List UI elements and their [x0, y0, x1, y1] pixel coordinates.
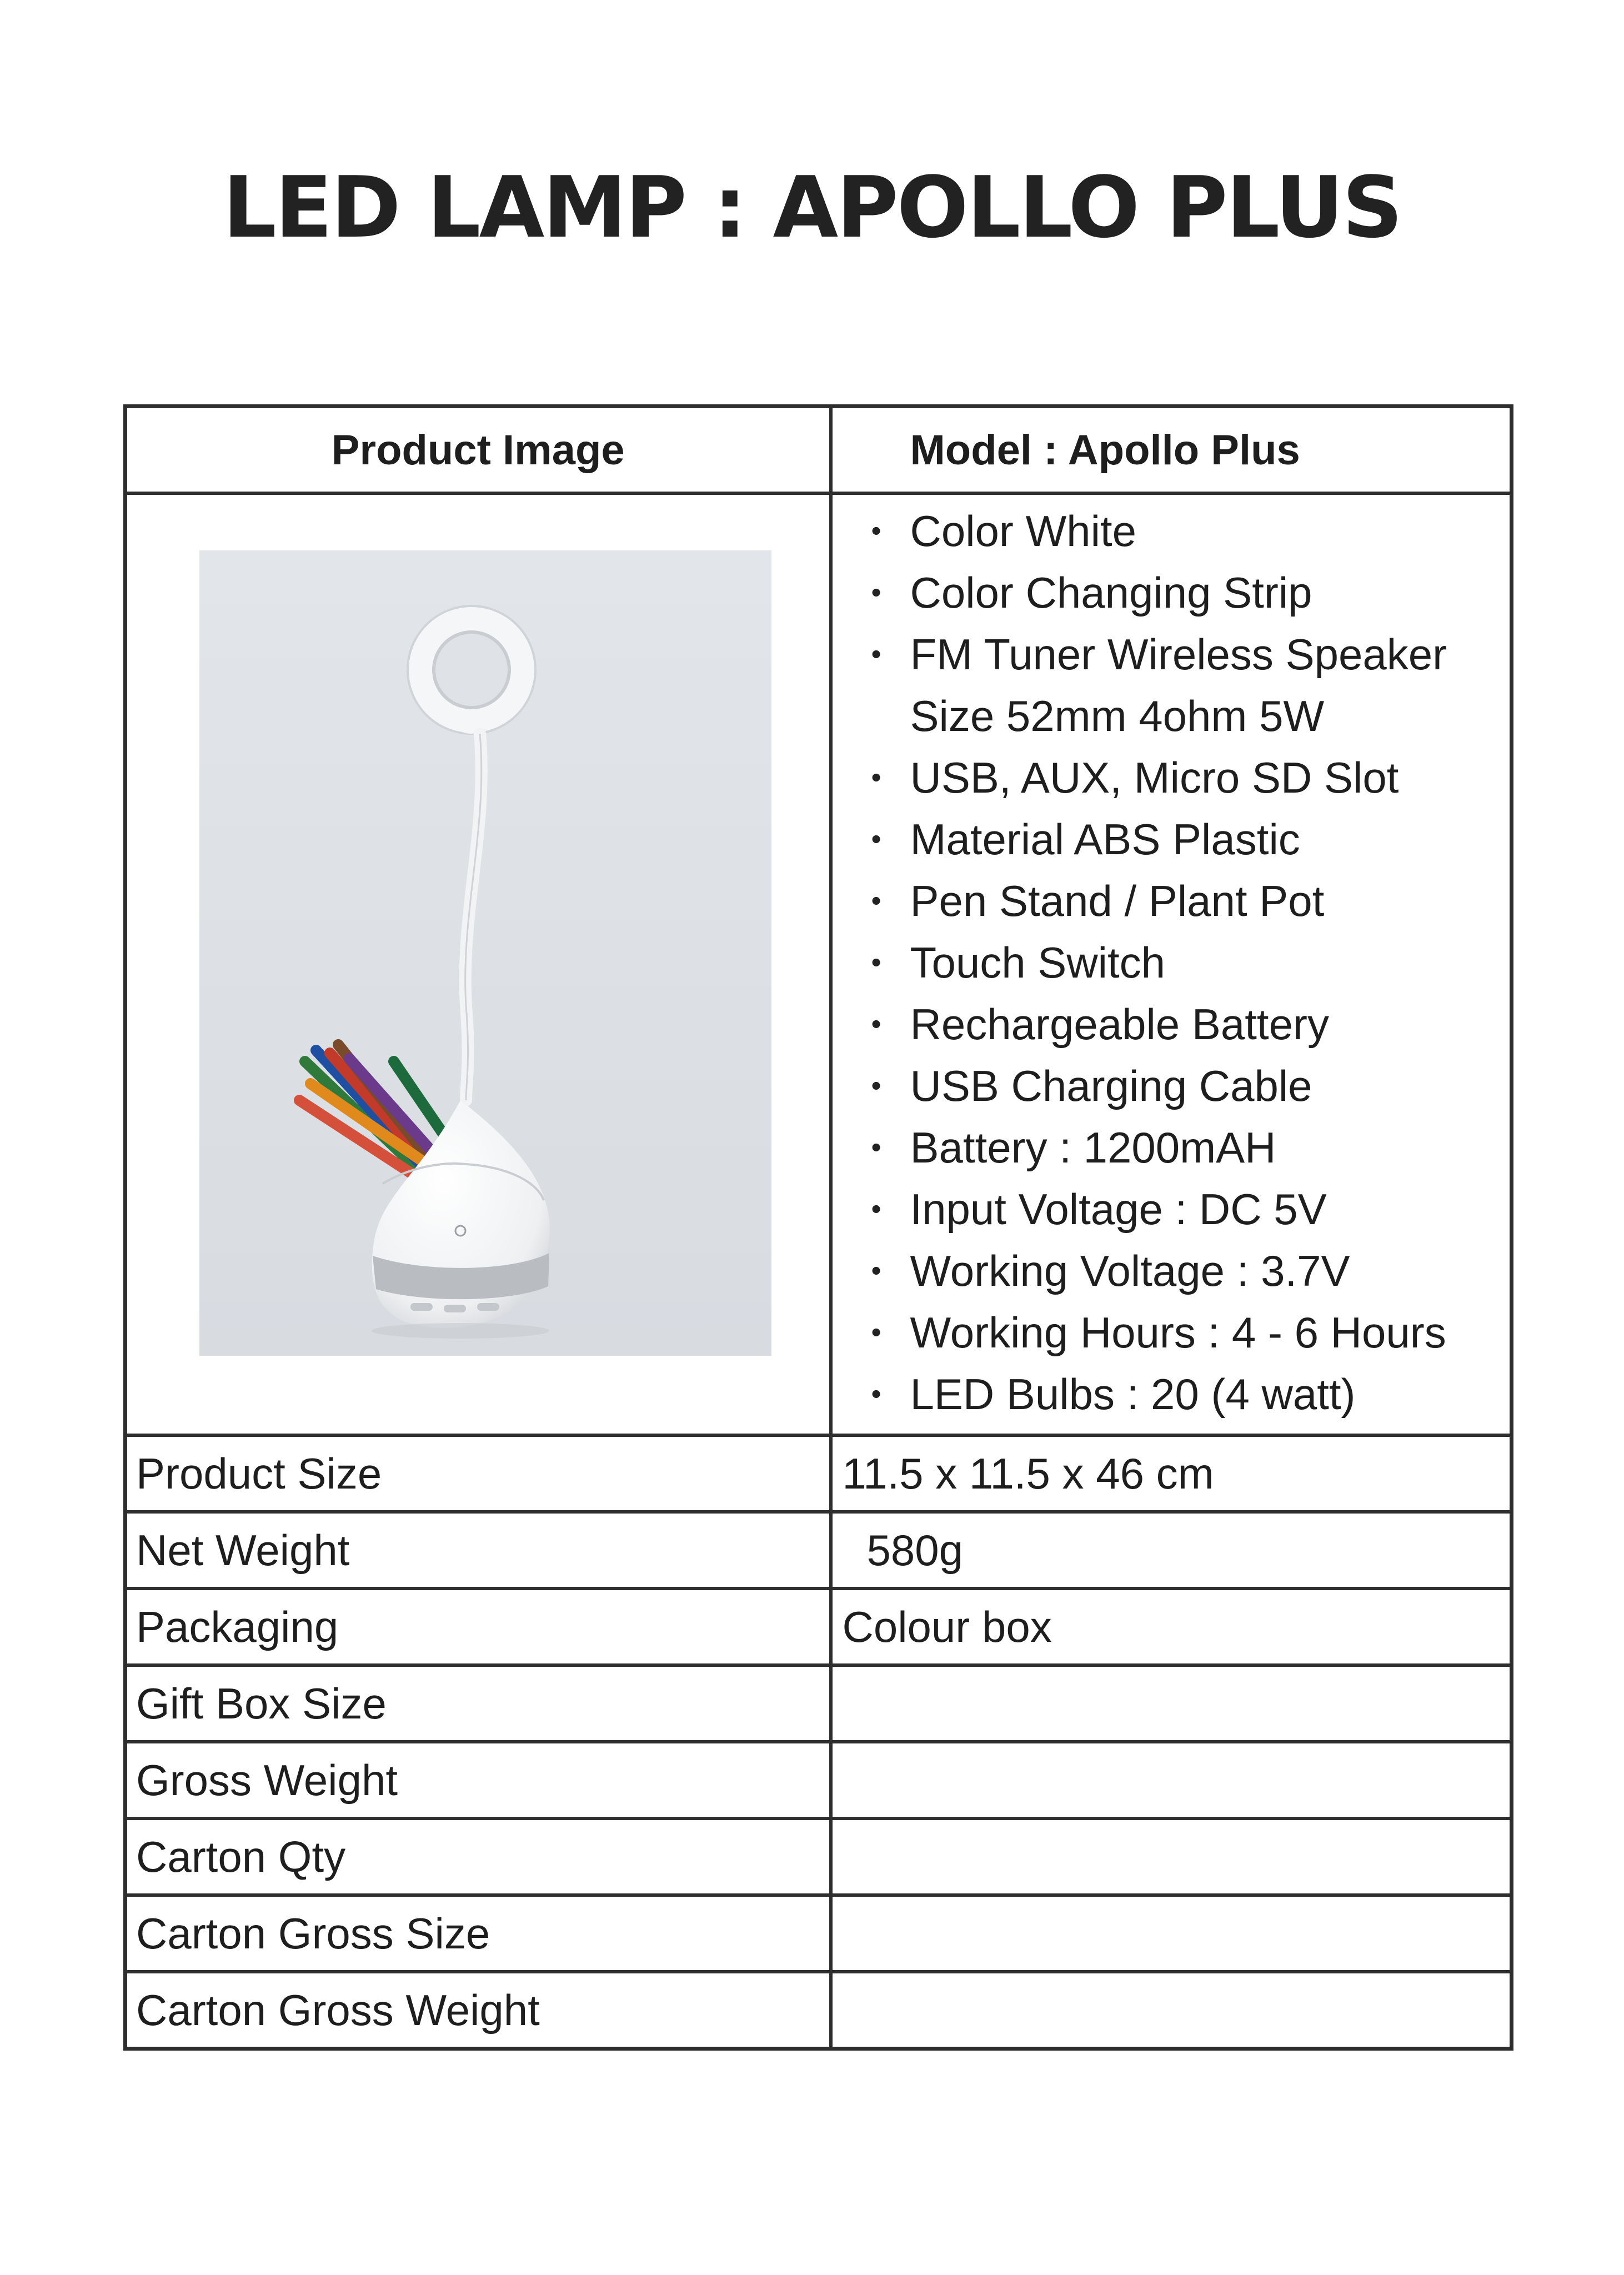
page-title: LED LAMP : APOLLO PLUS: [223, 158, 1401, 257]
row-label-gross-weight: Gross Weight: [126, 1742, 831, 1818]
feature-item: • USB Charging Cable: [871, 1055, 1510, 1117]
feature-item: • Battery : 1200mAH: [871, 1117, 1510, 1179]
product-image-cell: [126, 493, 831, 1435]
table-header-row: [126, 407, 1512, 494]
feature-list: [833, 500, 1510, 1425]
spec-table: [123, 404, 1513, 2051]
row-value-packaging: Colour box: [831, 1589, 1512, 1665]
product-photo: [199, 550, 771, 1356]
row-value-gift-box-size: [831, 1665, 1512, 1742]
feature-item: • Pen Stand / Plant Pot: [871, 870, 1510, 932]
table-row: [126, 1818, 1512, 1895]
table-row: [126, 1512, 1512, 1589]
row-value-gross-weight: [831, 1742, 1512, 1818]
feature-item: • Working Hours : 4 - 6 Hours: [871, 1302, 1510, 1364]
feature-item: • Color White: [871, 500, 1510, 562]
table-row: [126, 1742, 1512, 1818]
feature-item: • Color Changing Strip: [871, 562, 1510, 624]
features-cell: [831, 493, 1512, 1435]
row-label-product-size: Product Size: [126, 1435, 831, 1512]
row-label-packaging: Packaging: [126, 1589, 831, 1665]
row-value-product-size: 11.5 x 11.5 x 46 cm: [831, 1435, 1512, 1512]
feature-item: • FM Tuner Wireless Speaker Size 52mm 4ohm 5W: [871, 624, 1510, 747]
row-value-carton-qty: [831, 1818, 1512, 1895]
feature-item: • Rechargeable Battery: [871, 994, 1510, 1055]
feature-item: • LED Bulbs : 20 (4 watt): [871, 1364, 1510, 1425]
header-model: Model : Apollo Plus: [831, 407, 1512, 494]
row-label-carton-gross-size: Carton Gross Size: [126, 1895, 831, 1972]
row-label-carton-gross-weight: Carton Gross Weight: [126, 1972, 831, 2049]
table-row: [126, 1895, 1512, 1972]
feature-item: • Working Voltage : 3.7V: [871, 1240, 1510, 1302]
row-value-net-weight: 580g: [831, 1512, 1512, 1589]
feature-item: • Input Voltage : DC 5V: [871, 1179, 1510, 1240]
table-row: [126, 1972, 1512, 2049]
table-row: [126, 1435, 1512, 1512]
feature-item: • Touch Switch: [871, 932, 1510, 994]
header-product-image: Product Image: [126, 407, 831, 494]
row-label-gift-box-size: Gift Box Size: [126, 1665, 831, 1742]
product-row: [126, 493, 1512, 1435]
table-row: [126, 1665, 1512, 1742]
feature-item: • Material ABS Plastic: [871, 809, 1510, 870]
row-label-net-weight: Net Weight: [126, 1512, 831, 1589]
row-label-carton-qty: Carton Qty: [126, 1818, 831, 1895]
row-value-carton-gross-size: [831, 1895, 1512, 1972]
table-row: [126, 1589, 1512, 1665]
feature-item: • USB, AUX, Micro SD Slot: [871, 747, 1510, 809]
row-value-carton-gross-weight: [831, 1972, 1512, 2049]
